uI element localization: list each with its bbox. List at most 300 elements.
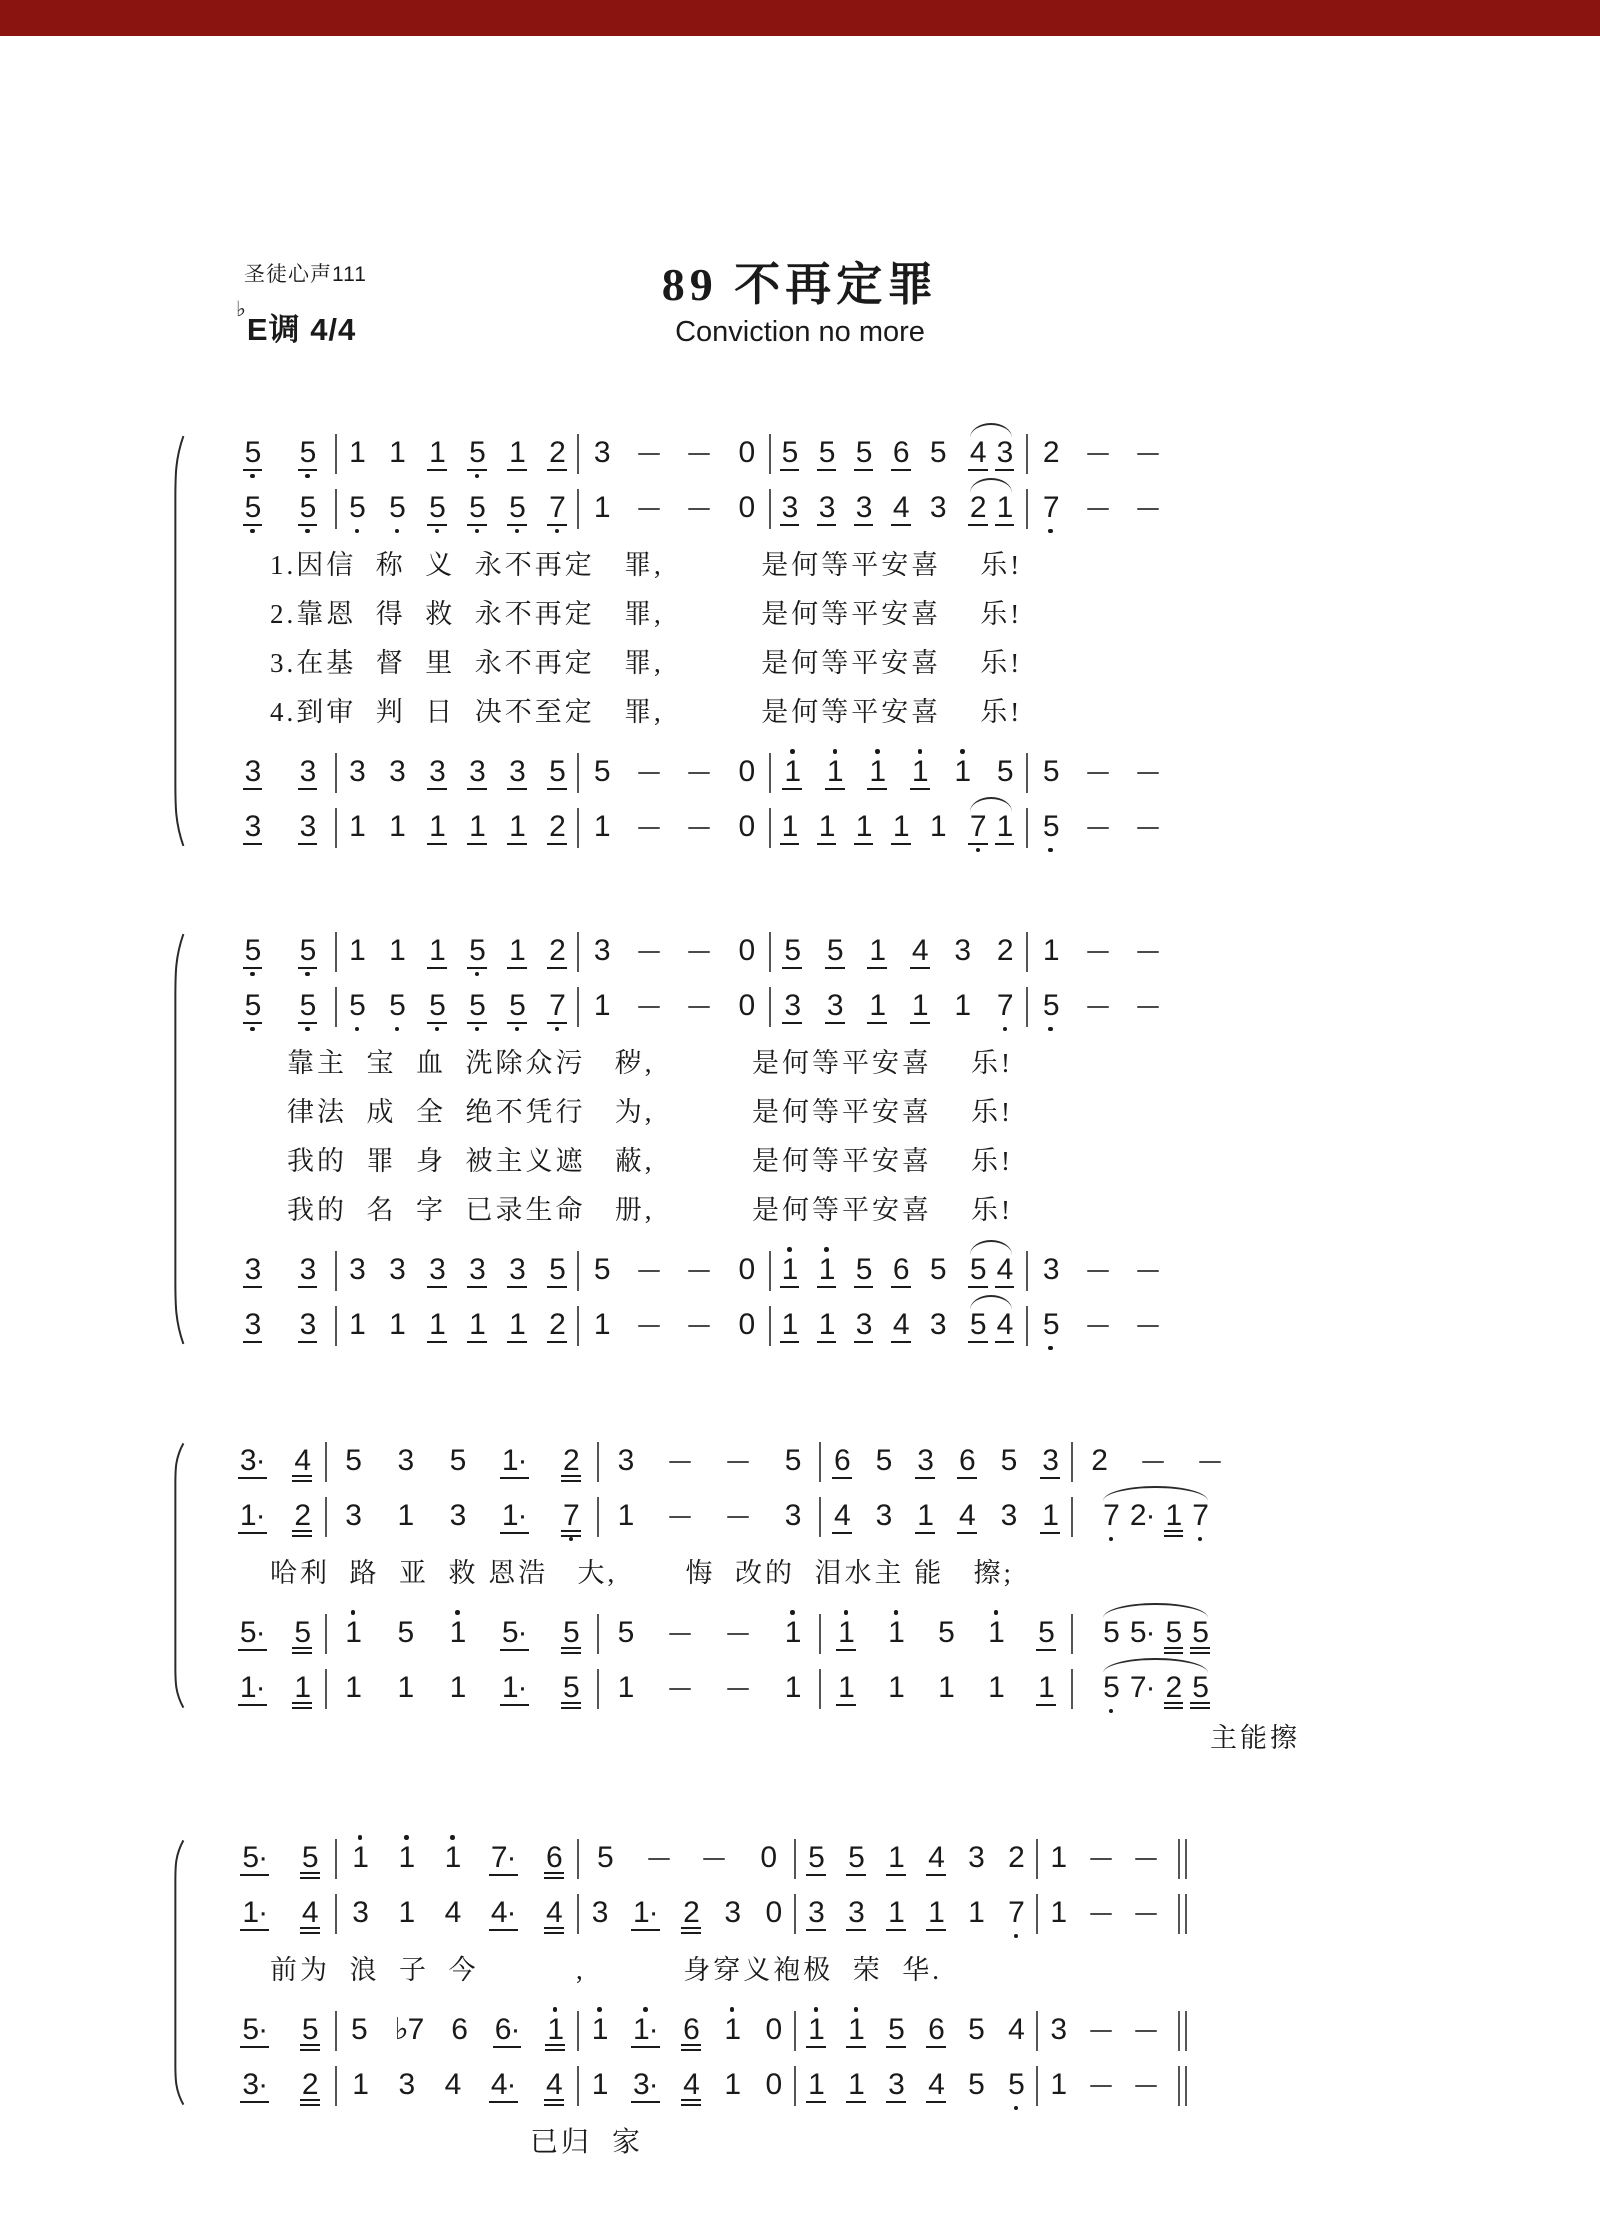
lyric-line-2: 律法 成 全 绝不凭行 为, 是何等平安喜 乐! <box>287 1097 1013 1127</box>
note-digit: 5 <box>244 437 262 472</box>
measure <box>771 926 1026 978</box>
note <box>449 1663 467 1715</box>
page-title: 89 不再定罪 <box>661 259 939 310</box>
note-digit: 1 <box>428 1309 446 1344</box>
note <box>239 1491 266 1543</box>
note <box>348 747 366 799</box>
sustain-dash <box>669 1688 691 1691</box>
octave-dot-above <box>824 1247 829 1252</box>
note <box>969 483 987 535</box>
note <box>449 1436 467 1488</box>
note-digit: 3 <box>954 933 971 967</box>
note-digit: 2 <box>1008 1840 1024 1874</box>
note-digit: 5 <box>349 988 365 1022</box>
note <box>784 1608 802 1660</box>
note-digit: 5 <box>818 437 836 472</box>
sustain-dash <box>688 1006 710 1009</box>
measure <box>327 1436 597 1488</box>
note-digit: 1 <box>927 1897 945 1932</box>
note-digit: 0 <box>738 809 755 843</box>
system-1 <box>170 428 1420 854</box>
note <box>887 1888 905 1940</box>
note <box>396 1608 414 1660</box>
octave-dot-below <box>435 529 440 534</box>
rest-note <box>737 747 755 799</box>
note-digit: 3 <box>244 756 262 791</box>
note-digit: 2 <box>293 1500 311 1535</box>
sustain-dash <box>669 1461 691 1464</box>
note <box>591 2005 609 2057</box>
note-digit: 5 <box>1042 1307 1059 1341</box>
measure <box>337 428 577 480</box>
note-digit: 5 <box>855 1254 873 1289</box>
note-digit: 3 <box>1000 1498 1017 1532</box>
octave-dot-below <box>555 1027 560 1032</box>
note-digit: 5 <box>855 437 873 472</box>
measure <box>225 1300 335 1352</box>
note <box>299 747 317 799</box>
tie-group <box>966 802 1016 854</box>
note-digit: 3 <box>929 1307 946 1341</box>
sustain-dash <box>1087 508 1109 511</box>
note <box>293 1491 311 1543</box>
note <box>244 428 262 480</box>
note <box>501 1436 528 1488</box>
note <box>301 1888 319 1940</box>
note <box>1037 1608 1055 1660</box>
note-digit: 5 <box>350 2012 367 2046</box>
note-digit: 2 <box>969 492 987 527</box>
measure <box>1038 2060 1168 2112</box>
note <box>293 1663 311 1715</box>
note <box>1042 1245 1060 1297</box>
note <box>1042 428 1060 480</box>
note <box>632 2005 659 2057</box>
sustain-dash <box>688 453 710 456</box>
octave-dot-below <box>395 529 400 534</box>
note <box>929 802 947 854</box>
note <box>953 747 971 799</box>
octave-dot-below <box>515 529 520 534</box>
measure <box>599 1436 819 1488</box>
measure <box>225 1491 325 1543</box>
note-digit: 5 <box>969 1309 987 1344</box>
note-digit: 3 <box>299 756 317 791</box>
sustain-dash <box>688 1270 710 1273</box>
note <box>241 1888 268 1940</box>
note-digit: 3 <box>855 1309 873 1344</box>
note-digit: 3 <box>299 1254 317 1289</box>
note <box>826 747 844 799</box>
note <box>548 483 566 535</box>
note <box>855 1300 873 1352</box>
note-digit: 5 <box>593 1252 610 1286</box>
note-digit: 1 <box>508 935 526 970</box>
note <box>593 802 611 854</box>
measure <box>771 1245 1026 1297</box>
note-line-alto <box>225 1491 1420 1543</box>
note <box>301 1833 319 1885</box>
note <box>1041 1436 1059 1488</box>
note <box>490 1888 517 1940</box>
barline <box>1178 2011 1180 2051</box>
note <box>847 2060 865 2112</box>
note-digit: 5 <box>617 1615 634 1649</box>
note-digit: 5 <box>468 437 486 472</box>
note-digit: 2 <box>1165 1672 1183 1707</box>
lyric-line-1: 1.因信 称 义 永不再定 罪, 是何等平安喜 乐! <box>270 550 1023 580</box>
note-digit: 1 <box>784 1670 801 1704</box>
note-digit: 1 <box>449 1615 466 1649</box>
tie-group <box>966 483 1016 535</box>
octave-dot-below <box>569 1537 574 1542</box>
note-digit: 7 <box>969 811 987 846</box>
note-digit: 5 <box>468 935 486 970</box>
note <box>348 981 366 1033</box>
note <box>508 428 526 480</box>
note <box>855 483 873 535</box>
measure <box>1028 428 1173 480</box>
sustain-dash <box>688 827 710 830</box>
note <box>508 747 526 799</box>
rest-note <box>737 1245 755 1297</box>
measure <box>225 2005 335 2057</box>
note <box>682 2060 700 2112</box>
measure <box>796 2005 1036 2057</box>
note-digit: 5 <box>1191 1672 1209 1707</box>
note-digit: 1 <box>349 809 365 843</box>
note-digit: 2 <box>562 1445 580 1480</box>
note <box>388 1300 406 1352</box>
lyric-line-3: 3.在基 督 里 永不再定 罪, 是何等平安喜 乐! <box>270 648 1023 678</box>
note-digit: 0 <box>760 1840 777 1874</box>
octave-dot-below <box>250 1027 255 1032</box>
note <box>937 1663 955 1715</box>
note <box>562 1608 580 1660</box>
note-digit: 3 <box>847 1897 865 1932</box>
note-digit: 1 <box>444 1840 461 1874</box>
sustain-dash <box>638 1325 660 1328</box>
note-digit: 2 <box>548 811 566 846</box>
note-digit: 4 <box>545 2069 563 2104</box>
note-digit: 5 <box>783 935 801 970</box>
note-digit: 3 <box>826 990 844 1025</box>
note-digit: 1 <box>428 811 446 846</box>
octave-dot-below <box>1014 2106 1019 2111</box>
note <box>781 483 799 535</box>
octave-dot-above <box>358 1835 363 1840</box>
octave-dot-below <box>555 529 560 534</box>
note-line-alto <box>225 483 1420 535</box>
octave-dot-above <box>404 1835 409 1840</box>
note <box>617 1608 635 1660</box>
note <box>593 428 611 480</box>
note-digit: 5 <box>293 1617 311 1652</box>
note <box>388 483 406 535</box>
note-digit: 1 <box>349 1307 365 1341</box>
note-digit: 3· <box>241 2069 268 2104</box>
final-double-barline <box>1178 1839 1187 1879</box>
note <box>1042 802 1060 854</box>
measure <box>821 1491 1071 1543</box>
note-digit: 1 <box>996 492 1014 527</box>
note <box>428 926 446 978</box>
note-digit: 1 <box>911 756 929 791</box>
tie-group <box>1099 1608 1212 1660</box>
sustain-dash <box>688 508 710 511</box>
note <box>996 428 1014 480</box>
catalog-label: 圣徒心声111 <box>244 263 367 286</box>
note <box>351 1833 369 1885</box>
note <box>545 2060 563 2112</box>
note-digit: 7 <box>996 988 1013 1022</box>
note <box>299 802 317 854</box>
note <box>244 802 262 854</box>
sustain-dash <box>1087 1006 1109 1009</box>
octave-dot-above <box>814 2007 819 2012</box>
measure <box>579 1888 794 1940</box>
measure <box>796 2060 1036 2112</box>
sustain-dash <box>1137 1006 1159 1009</box>
note <box>593 483 611 535</box>
barline <box>1185 2011 1187 2051</box>
note-digit: 6 <box>682 2014 700 2049</box>
note <box>444 1833 462 1885</box>
note-digit: 3· <box>239 1445 266 1480</box>
measure <box>327 1663 597 1715</box>
note-digit: 0 <box>738 490 755 524</box>
note <box>967 1833 985 1885</box>
note-digit: 5 <box>389 988 405 1022</box>
sustain-dash <box>1090 2030 1112 2033</box>
note-digit: 3 <box>352 1895 368 1929</box>
note-digit: 3 <box>349 754 365 788</box>
sustain-dash <box>638 951 660 954</box>
note-digit: 1 <box>593 988 610 1022</box>
note-digit: 6 <box>451 2012 467 2046</box>
score <box>170 420 1420 2158</box>
note-digit: 1 <box>954 988 971 1022</box>
note-digit: 3 <box>996 437 1014 472</box>
note <box>501 1491 528 1543</box>
measure <box>1073 1608 1238 1660</box>
note-digit: 1 <box>988 1670 1004 1704</box>
note <box>348 483 366 535</box>
note-digit: 1 <box>724 2012 740 2046</box>
note <box>818 1300 836 1352</box>
note <box>987 1663 1005 1715</box>
lyric-line-1: 哈利 路 亚 救 恩浩 大, 悔 改的 泪水主 能 擦; <box>270 1558 1015 1588</box>
note-digit: 1 <box>887 1897 905 1932</box>
note-digit: 7 <box>1103 1498 1119 1532</box>
note-digit: 4 <box>892 1309 910 1344</box>
octave-dot-above <box>643 2007 648 2012</box>
note-digit: 2 <box>301 2069 319 2104</box>
note-digit: 7 <box>562 1500 580 1535</box>
note-digit: 1 <box>954 754 971 788</box>
note-digit: 5 <box>1037 1617 1055 1652</box>
note <box>1191 1491 1209 1543</box>
note <box>929 1245 947 1297</box>
note-digit: 5 <box>244 935 262 970</box>
note <box>239 1608 266 1660</box>
note-digit: 7· <box>490 1842 517 1877</box>
note-line-tenor <box>225 1245 1420 1297</box>
note <box>501 1663 528 1715</box>
note-digit: 5 <box>299 437 317 472</box>
note <box>723 2060 741 2112</box>
note-digit: 1 <box>868 990 886 1025</box>
barline <box>1185 2066 1187 2106</box>
rest-note <box>737 428 755 480</box>
note-digit: 0 <box>738 933 755 967</box>
note-line-soprano <box>225 1833 1420 1885</box>
note-digit: 5 <box>397 1615 414 1649</box>
note <box>847 1888 865 1940</box>
note-digit: 1· <box>239 1500 266 1535</box>
note <box>887 2060 905 2112</box>
octave-dot-below <box>250 474 255 479</box>
measure <box>225 1663 325 1715</box>
note-digit: 3 <box>345 1498 361 1532</box>
note <box>388 981 406 1033</box>
note-digit: 3 <box>1042 1252 1059 1286</box>
note-digit: 5 <box>301 1842 319 1877</box>
measure <box>599 1663 819 1715</box>
note <box>953 981 971 1033</box>
note <box>1129 1608 1156 1660</box>
sustain-dash <box>669 1516 691 1519</box>
note <box>781 802 799 854</box>
note-digit: 0 <box>738 435 755 469</box>
note-digit: 6 <box>927 2014 945 2049</box>
measure <box>225 483 335 535</box>
note-digit: 1 <box>546 2014 564 2049</box>
note-digit: 5· <box>239 1617 266 1652</box>
note-line-tenor <box>225 2005 1420 2057</box>
note <box>344 1491 362 1543</box>
note <box>807 2005 825 2057</box>
note <box>348 802 366 854</box>
sustain-dash <box>688 1325 710 1328</box>
measure <box>225 981 335 1033</box>
note-digit: 5 <box>968 2067 984 2101</box>
measure <box>1028 802 1173 854</box>
measure <box>225 1888 335 1940</box>
note <box>351 1888 369 1940</box>
rest-note <box>759 1833 777 1885</box>
note-digit: 1 <box>783 756 801 791</box>
annotation-zhu-neng-ca: 主能擦 <box>1210 1723 1300 1753</box>
note <box>996 483 1014 535</box>
note <box>344 1608 362 1660</box>
system-brace-icon <box>170 932 185 1346</box>
note-digit: 1 <box>349 933 365 967</box>
measure <box>1028 981 1173 1033</box>
note <box>1049 1888 1067 1940</box>
note <box>1049 2005 1067 2057</box>
note-digit: 3 <box>968 1840 984 1874</box>
note <box>617 1663 635 1715</box>
note <box>784 1491 802 1543</box>
note <box>1042 747 1060 799</box>
measure <box>1038 1833 1168 1885</box>
note-digit: 5· <box>241 1842 268 1877</box>
note-digit: 4 <box>996 1254 1014 1289</box>
note <box>911 926 929 978</box>
octave-dot-below <box>1048 848 1053 853</box>
note <box>239 1663 266 1715</box>
octave-dot-above <box>994 1610 999 1615</box>
note <box>244 1300 262 1352</box>
note <box>468 1245 486 1297</box>
note-digit: 1 <box>887 1842 905 1877</box>
note <box>784 1663 802 1715</box>
measure <box>1028 483 1173 535</box>
note <box>784 1436 802 1488</box>
sustain-dash <box>1135 1858 1157 1861</box>
note <box>508 1245 526 1297</box>
note-digit: 0 <box>765 1895 782 1929</box>
note <box>397 1833 415 1885</box>
measure <box>1073 1436 1238 1488</box>
note <box>1042 926 1060 978</box>
measure <box>225 747 335 799</box>
note-digit: 4 <box>444 1895 461 1929</box>
note-digit: 3 <box>1041 1445 1059 1480</box>
note <box>548 802 566 854</box>
note-digit: 5 <box>428 492 446 527</box>
note-digit: 3 <box>855 492 873 527</box>
system-brace-icon <box>170 1442 185 1709</box>
note <box>807 2060 825 2112</box>
octave-dot-below <box>976 848 981 853</box>
system-brace-icon <box>170 1839 185 2106</box>
note-digit: 5 <box>548 756 566 791</box>
note <box>887 1663 905 1715</box>
note <box>826 926 844 978</box>
note <box>1049 1833 1067 1885</box>
measure <box>225 2060 335 2112</box>
note <box>244 747 262 799</box>
note <box>468 981 486 1033</box>
barline <box>1185 1894 1187 1934</box>
note <box>892 802 910 854</box>
note <box>351 2060 369 2112</box>
octave-dot-above <box>787 1247 792 1252</box>
note-digit: 5 <box>929 1252 946 1286</box>
note-digit: 3 <box>916 1445 934 1480</box>
lyric-line-1: 靠主 宝 血 洗除众污 秽, 是何等平安喜 乐! <box>287 1048 1013 1078</box>
tie-group <box>966 1300 1016 1352</box>
note-digit: 3 <box>389 1252 405 1286</box>
note <box>833 1436 851 1488</box>
octave-dot-above <box>553 2007 558 2012</box>
note <box>1007 2005 1025 2057</box>
note-digit: 5 <box>301 2014 319 2049</box>
measure <box>771 1300 1026 1352</box>
note <box>468 1300 486 1352</box>
note-digit: 4 <box>911 935 929 970</box>
note <box>1191 1663 1209 1715</box>
note-line-tenor <box>225 1608 1420 1660</box>
barline <box>1178 1839 1180 1879</box>
note <box>875 1491 893 1543</box>
note <box>1041 1491 1059 1543</box>
note-digit: 5 <box>468 492 486 527</box>
note <box>996 802 1014 854</box>
note <box>548 926 566 978</box>
